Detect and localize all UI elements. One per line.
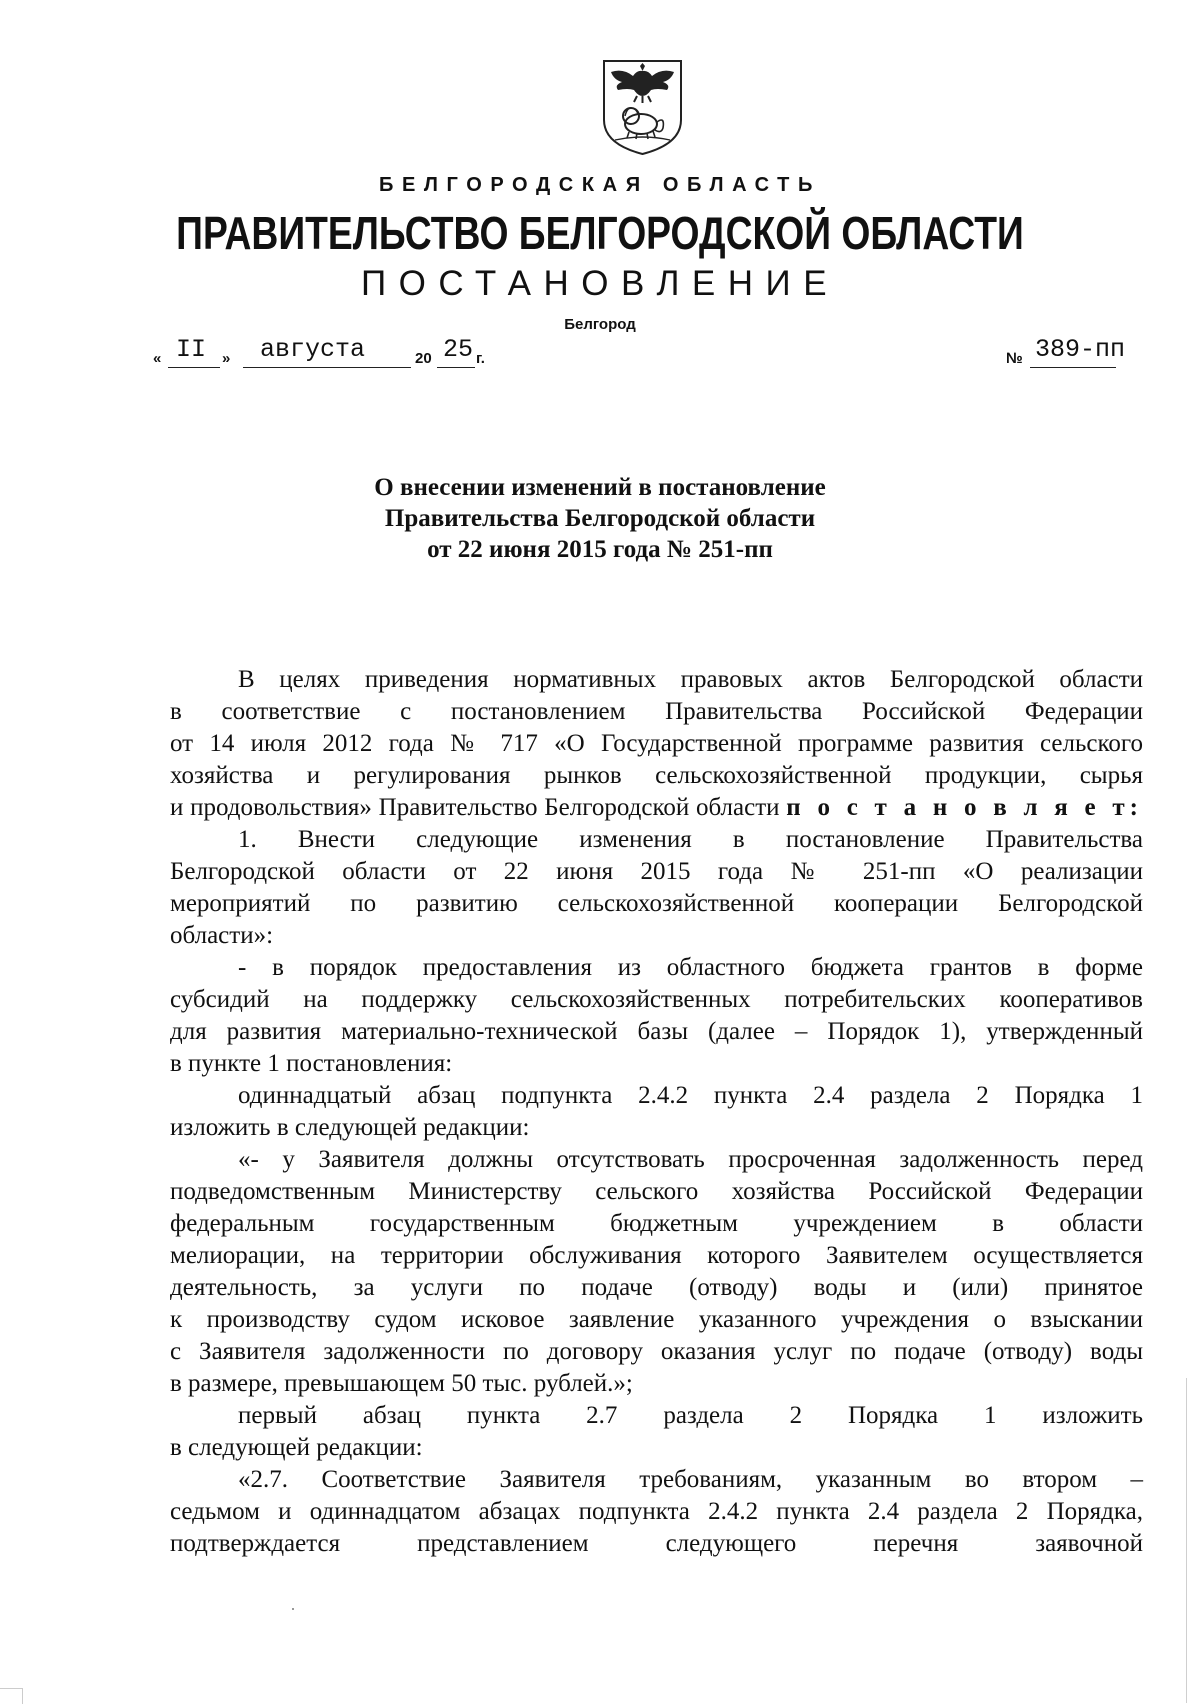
body-line: в соответствие с постановлением Правительства Российской Федерации bbox=[170, 698, 1143, 725]
body-line: мелиорации, на территории обслуживания которого Заявителем осуществляется bbox=[170, 1242, 1143, 1269]
body-line: в пункте 1 постановления: bbox=[170, 1050, 453, 1077]
date-year-mark: г. bbox=[476, 350, 485, 367]
body-line: В целях приведения нормативных правовых актов Белгородской области bbox=[238, 666, 1143, 693]
scan-edge bbox=[1186, 1378, 1187, 1703]
body-line: мероприятий по развитию сельскохозяйственной кооперации Белгородской bbox=[170, 890, 1143, 917]
body-line: - в порядок предоставления из областного бюджета грантов в форме bbox=[238, 954, 1143, 981]
document-title bbox=[0, 472, 1200, 565]
number-value: 389-пп bbox=[1035, 335, 1126, 364]
title-line: О внесении изменений в постановление bbox=[374, 474, 826, 501]
date-year-underline bbox=[437, 367, 475, 368]
date-month-underline bbox=[243, 367, 411, 368]
date-day: II bbox=[176, 335, 207, 364]
region-name: БЕЛГОРОДСКАЯ ОБЛАСТЬ bbox=[379, 174, 821, 196]
body-line: федеральным государственным бюджетным учреждением в области bbox=[170, 1210, 1143, 1237]
body-line: «2.7. Соответствие Заявителя требованиям, указанным во втором – bbox=[238, 1466, 1143, 1493]
body-line: подтверждается представлением следующего перечня заявочной bbox=[170, 1530, 1143, 1557]
date-month: августа bbox=[260, 335, 366, 364]
body-line: субсидий на поддержку сельскохозяйственных потребительских кооперативов bbox=[170, 986, 1143, 1013]
date-close-quote: » bbox=[222, 350, 231, 367]
government-name: ПРАВИТЕЛЬСТВО БЕЛГОРОДСКОЙ ОБЛАСТИ bbox=[176, 207, 1024, 259]
body-line: Белгородской области от 22 июня 2015 года № 251-пп «О реализации bbox=[170, 858, 1143, 885]
document-type: ПОСТАНОВЛЕНИЕ bbox=[360, 264, 840, 303]
body-line-decree bbox=[170, 792, 1143, 824]
body-line: с Заявителя задолженности по договору оказания услуг по подаче (отводу) воды bbox=[170, 1338, 1143, 1365]
body-line: одиннадцатый абзац подпункта 2.4.2 пункта 2.4 раздела 2 Порядка 1 bbox=[238, 1082, 1143, 1109]
number-underline bbox=[1030, 367, 1116, 368]
body-line: подведомственным Министерству сельского хозяйства Российской Федерации bbox=[170, 1178, 1143, 1205]
body-line: от 14 июля 2012 года № 717 «О Государственной программе развития сельского bbox=[170, 730, 1143, 757]
scan-corner bbox=[0, 1688, 23, 1704]
body-line: седьмом и одиннадцатом абзацах подпункта 2.4.2 пункта 2.4 раздела 2 Порядка, bbox=[170, 1498, 1143, 1525]
scan-speck bbox=[292, 1608, 294, 1610]
body-line: деятельность, за услуги по подаче (отводу) воды и (или) принятое bbox=[170, 1274, 1143, 1301]
body-line: области»: bbox=[170, 922, 274, 949]
body-line: 1. Внести следующие изменения в постановление Правительства bbox=[238, 826, 1143, 853]
body-line: к производству судом исковое заявление указанного учреждения о взыскании bbox=[170, 1306, 1143, 1333]
title-line: от 22 июня 2015 года № 251-пп bbox=[427, 536, 773, 563]
body-line: в размере, превышающем 50 тыс. рублей.»; bbox=[170, 1370, 633, 1397]
body-line: хозяйства и регулирования рынков сельскохозяйственной продукции, сырья bbox=[170, 762, 1143, 789]
date-year-prefix: 20 bbox=[415, 350, 432, 367]
body-line: изложить в следующей редакции: bbox=[170, 1114, 530, 1141]
body-line-text: и продовольствия» Правительство Белгородской области bbox=[170, 794, 780, 821]
body-line: для развития материально-технической базы (далее – Порядок 1), утвержденный bbox=[170, 1018, 1143, 1045]
title-line: Правительства Белгородской области bbox=[384, 505, 816, 532]
number-label: № bbox=[1006, 350, 1023, 367]
body-line: в следующей редакции: bbox=[170, 1434, 423, 1461]
body-line: первый абзац пункта 2.7 раздела 2 Порядка 1 изложить bbox=[238, 1402, 1143, 1429]
decree-word: п о с т а н о в л я е т: bbox=[786, 794, 1143, 821]
date-open-quote: « bbox=[153, 350, 162, 367]
belgorod-coat-of-arms-icon bbox=[601, 58, 684, 156]
city-name: Белгород bbox=[564, 316, 636, 333]
date-day-underline bbox=[168, 367, 220, 368]
body-line: «- у Заявителя должны отсутствовать просроченная задолженность перед bbox=[238, 1146, 1143, 1173]
date-year-suffix: 25 bbox=[443, 335, 474, 364]
